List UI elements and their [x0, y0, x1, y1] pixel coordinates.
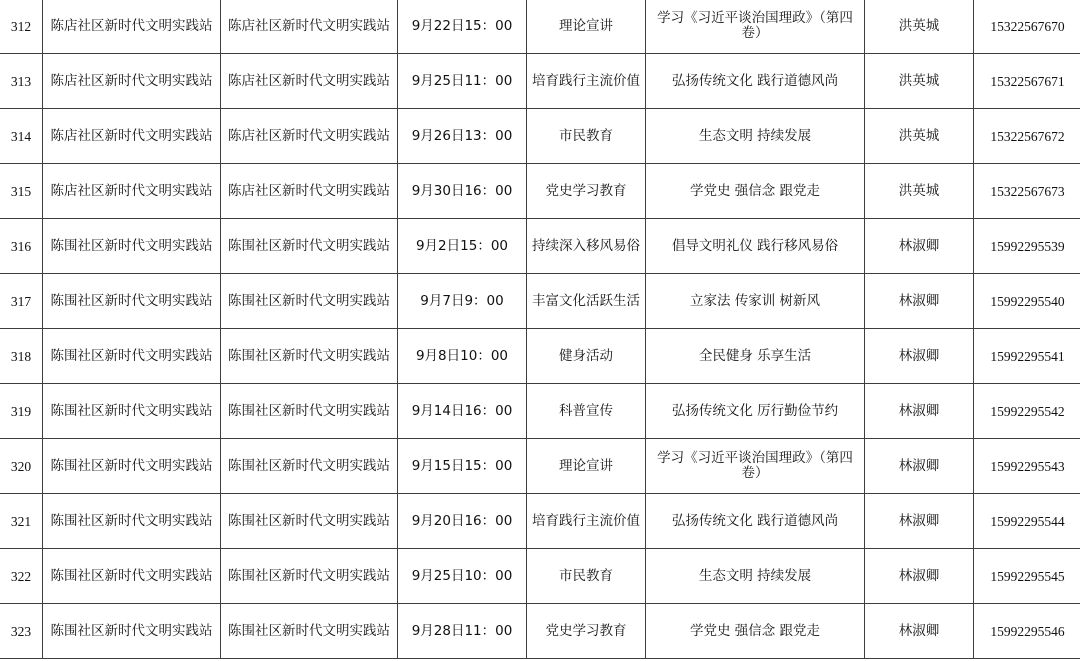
table-row: [0, 274, 1080, 329]
activity-type-cell: 科普宣传: [527, 384, 646, 439]
row-number-cell: 321: [0, 494, 43, 549]
contact-person-cell: 林淑卿: [865, 549, 974, 604]
phone-cell: 15992295541: [974, 329, 1080, 384]
venue-cell: 陈围社区新时代文明实践站: [221, 274, 398, 329]
contact-person-cell: 洪英城: [865, 54, 974, 109]
row-number-cell: 313: [0, 54, 43, 109]
venue-cell: 陈店社区新时代文明实践站: [221, 164, 398, 219]
organizer-cell: 陈围社区新时代文明实践站: [43, 439, 221, 494]
activity-type-cell: 市民教育: [527, 549, 646, 604]
activity-type-cell: 培育践行主流价值: [527, 494, 646, 549]
contact-person-cell: 林淑卿: [865, 494, 974, 549]
time-cell: 9月20日16：00: [398, 494, 527, 549]
organizer-cell: 陈围社区新时代文明实践站: [43, 494, 221, 549]
table-row: [0, 439, 1080, 494]
contact-person-cell: 林淑卿: [865, 384, 974, 439]
venue-cell: 陈店社区新时代文明实践站: [221, 0, 398, 54]
row-number-cell: 319: [0, 384, 43, 439]
organizer-cell: 陈店社区新时代文明实践站: [43, 54, 221, 109]
activity-type-cell: 市民教育: [527, 109, 646, 164]
contact-person-cell: 洪英城: [865, 0, 974, 54]
activity-theme-cell: 学党史 强信念 跟党走: [646, 604, 865, 659]
activity-theme-cell: 弘扬传统文化 践行道德风尚: [646, 54, 865, 109]
venue-cell: 陈围社区新时代文明实践站: [221, 439, 398, 494]
activity-theme-cell: 学习《习近平谈治国理政》（第四卷）: [646, 0, 865, 54]
activity-theme-cell: 学习《习近平谈治国理政》（第四卷）: [646, 439, 865, 494]
venue-cell: 陈围社区新时代文明实践站: [221, 494, 398, 549]
phone-cell: 15322567672: [974, 109, 1080, 164]
phone-cell: 15992295539: [974, 219, 1080, 274]
activity-type-cell: 丰富文化活跃生活: [527, 274, 646, 329]
table-row: [0, 219, 1080, 274]
row-number-cell: 316: [0, 219, 43, 274]
organizer-cell: 陈围社区新时代文明实践站: [43, 384, 221, 439]
venue-cell: 陈围社区新时代文明实践站: [221, 384, 398, 439]
phone-cell: 15992295542: [974, 384, 1080, 439]
row-number-cell: 318: [0, 329, 43, 384]
activity-theme-cell: 弘扬传统文化 践行道德风尚: [646, 494, 865, 549]
row-number-cell: 315: [0, 164, 43, 219]
contact-person-cell: 林淑卿: [865, 604, 974, 659]
table-row: [0, 54, 1080, 109]
activity-theme-cell: 弘扬传统文化 厉行勤俭节约: [646, 384, 865, 439]
phone-cell: 15992295543: [974, 439, 1080, 494]
phone-cell: 15992295544: [974, 494, 1080, 549]
organizer-cell: 陈围社区新时代文明实践站: [43, 549, 221, 604]
venue-cell: 陈围社区新时代文明实践站: [221, 329, 398, 384]
venue-cell: 陈店社区新时代文明实践站: [221, 109, 398, 164]
table-row: [0, 604, 1080, 659]
activity-type-cell: 培育践行主流价值: [527, 54, 646, 109]
time-cell: 9月7日9：00: [398, 274, 527, 329]
activity-type-cell: 党史学习教育: [527, 604, 646, 659]
row-number-cell: 323: [0, 604, 43, 659]
organizer-cell: 陈店社区新时代文明实践站: [43, 0, 221, 54]
table-row: [0, 329, 1080, 384]
activity-type-cell: 持续深入移风易俗: [527, 219, 646, 274]
time-cell: 9月30日16：00: [398, 164, 527, 219]
organizer-cell: 陈围社区新时代文明实践站: [43, 274, 221, 329]
venue-cell: 陈围社区新时代文明实践站: [221, 549, 398, 604]
phone-cell: 15992295546: [974, 604, 1080, 659]
organizer-cell: 陈围社区新时代文明实践站: [43, 219, 221, 274]
time-cell: 9月8日10：00: [398, 329, 527, 384]
time-cell: 9月25日11：00: [398, 54, 527, 109]
table-row: [0, 494, 1080, 549]
table-row: [0, 164, 1080, 219]
row-number-cell: 317: [0, 274, 43, 329]
phone-cell: 15992295545: [974, 549, 1080, 604]
contact-person-cell: 林淑卿: [865, 219, 974, 274]
organizer-cell: 陈围社区新时代文明实践站: [43, 329, 221, 384]
contact-person-cell: 林淑卿: [865, 439, 974, 494]
venue-cell: 陈围社区新时代文明实践站: [221, 219, 398, 274]
table-row: [0, 0, 1080, 54]
contact-person-cell: 洪英城: [865, 164, 974, 219]
phone-cell: 15322567671: [974, 54, 1080, 109]
phone-cell: 15322567673: [974, 164, 1080, 219]
activity-theme-cell: 倡导文明礼仪 践行移风易俗: [646, 219, 865, 274]
time-cell: 9月28日11：00: [398, 604, 527, 659]
activity-type-cell: 党史学习教育: [527, 164, 646, 219]
table-row: [0, 549, 1080, 604]
activity-theme-cell: 生态文明 持续发展: [646, 549, 865, 604]
time-cell: 9月22日15：00: [398, 0, 527, 54]
time-cell: 9月15日15：00: [398, 439, 527, 494]
time-cell: 9月26日13：00: [398, 109, 527, 164]
activity-type-cell: 健身活动: [527, 329, 646, 384]
contact-person-cell: 洪英城: [865, 109, 974, 164]
organizer-cell: 陈店社区新时代文明实践站: [43, 109, 221, 164]
activity-theme-cell: 立家法 传家训 树新风: [646, 274, 865, 329]
organizer-cell: 陈店社区新时代文明实践站: [43, 164, 221, 219]
activity-type-cell: 理论宣讲: [527, 0, 646, 54]
venue-cell: 陈店社区新时代文明实践站: [221, 54, 398, 109]
row-number-cell: 320: [0, 439, 43, 494]
contact-person-cell: 林淑卿: [865, 329, 974, 384]
activity-theme-cell: 全民健身 乐享生活: [646, 329, 865, 384]
row-number-cell: 322: [0, 549, 43, 604]
phone-cell: 15992295540: [974, 274, 1080, 329]
venue-cell: 陈围社区新时代文明实践站: [221, 604, 398, 659]
time-cell: 9月14日16：00: [398, 384, 527, 439]
phone-cell: 15322567670: [974, 0, 1080, 54]
organizer-cell: 陈围社区新时代文明实践站: [43, 604, 221, 659]
table-row: [0, 109, 1080, 164]
activity-type-cell: 理论宣讲: [527, 439, 646, 494]
time-cell: 9月2日15：00: [398, 219, 527, 274]
row-number-cell: 314: [0, 109, 43, 164]
table-row: [0, 384, 1080, 439]
time-cell: 9月25日10：00: [398, 549, 527, 604]
row-number-cell: 312: [0, 0, 43, 54]
activity-theme-cell: 生态文明 持续发展: [646, 109, 865, 164]
activity-theme-cell: 学党史 强信念 跟党走: [646, 164, 865, 219]
contact-person-cell: 林淑卿: [865, 274, 974, 329]
